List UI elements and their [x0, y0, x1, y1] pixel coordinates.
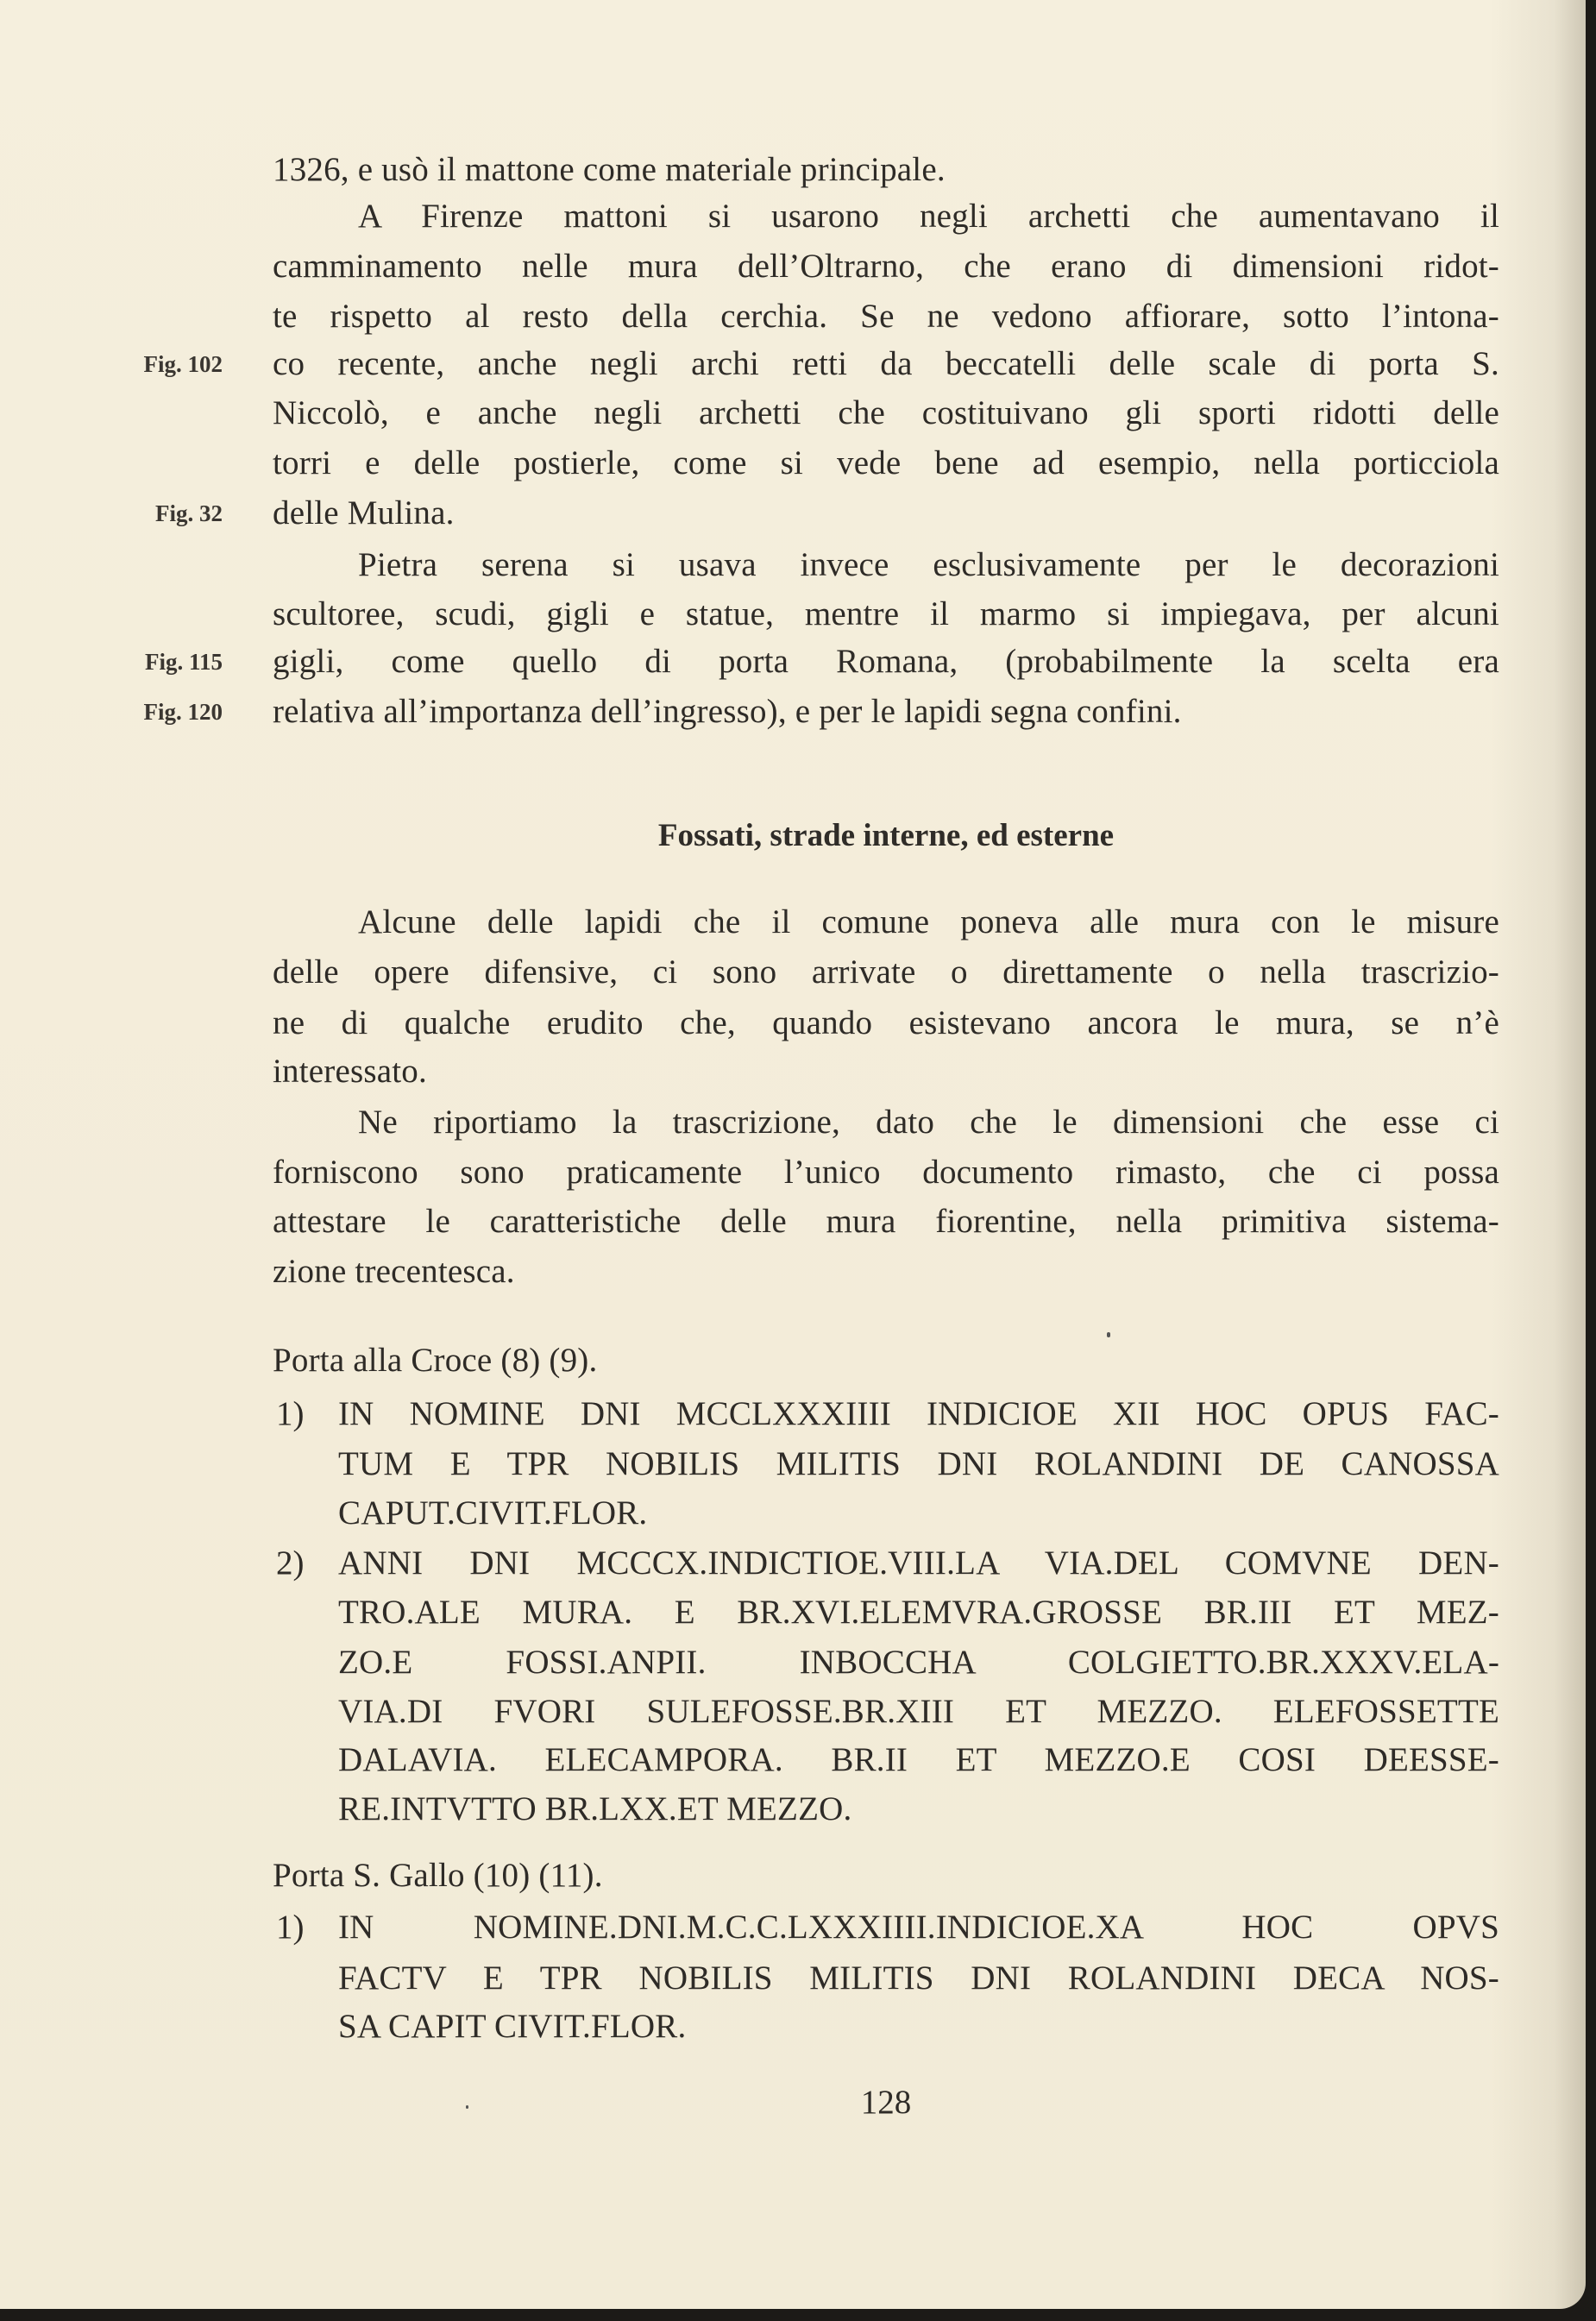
inscription-section-title: Porta alla Croce (8) (9). — [273, 1342, 598, 1379]
inscription-number: 2) — [276, 1544, 305, 1582]
text-line: A Firenze mattoni si usarono negli archetti che aumentavano il — [358, 198, 1499, 235]
inscription-line: RE.INTVTTO BR.LXX.ET MEZZO. — [338, 1790, 852, 1827]
inscription-number: 1) — [276, 1395, 305, 1432]
text-line: attestare le caratteristiche delle mura fiorentine, nella primitiva sistema- — [273, 1203, 1499, 1240]
text-line: camminamento nelle mura dell’Oltrarno, che erano di dimensioni ridot- — [273, 248, 1499, 285]
margin-note-fig-102: Fig. 102 — [143, 351, 223, 377]
text-line: forniscono sono praticamente l’unico documento rimasto, che ci possa — [273, 1154, 1499, 1191]
margin-note-fig-115: Fig. 115 — [144, 649, 223, 675]
text-line: Alcune delle lapidi che il comune poneva alle mura con le misure — [358, 903, 1499, 940]
text-line: co recente, anche negli archi retti da beccatelli delle scale di porta S. — [273, 345, 1499, 382]
inscription-line: VIA.DI FVORI SULEFOSSE.BR.XIII ET MEZZO. ELEFOSSETTE — [338, 1693, 1499, 1730]
inscription-line: ZO.E FOSSI.ANPII. INBOCCHA COLGIETTO.BR.XXXV.ELA- — [338, 1644, 1499, 1681]
inscription-line: SA CAPIT CIVIT.FLOR. — [338, 2008, 687, 2045]
section-heading: Fossati, strade interne, ed esterne — [657, 818, 1115, 853]
text-line: relativa all’importanza dell’ingresso), e per le lapidi segna confini. — [273, 693, 1182, 730]
text-line: zione trecentesca. — [273, 1253, 515, 1290]
text-line: scultoree, scudi, gigli e statue, mentre il marmo si impiegava, per alcuni — [273, 595, 1499, 632]
inscription-section-title: Porta S. Gallo (10) (11). — [273, 1857, 603, 1894]
margin-note-fig-32: Fig. 32 — [155, 500, 223, 526]
text-line: 1326, e usò il mattone come materiale principale. — [273, 151, 946, 188]
text-line: Niccolò, e anche negli archetti che costituivano gli sporti ridotti delle — [273, 394, 1499, 431]
text-line: interessato. — [273, 1053, 427, 1090]
text-line: Ne riportiamo la trascrizione, dato che le dimensioni che esse ci — [358, 1104, 1499, 1141]
inscription-line: TUM E TPR NOBILIS MILITIS DNI ROLANDINI DE CANOSSA — [338, 1445, 1499, 1482]
inscription-line: IN NOMINE.DNI.M.C.C.LXXXIIII.INDICIOE.XA HOC OPVS — [338, 1909, 1499, 1946]
page-number: 128 — [860, 2084, 912, 2121]
print-speck — [1107, 1332, 1110, 1337]
text-line: delle opere difensive, ci sono arrivate o direttamente o nella trascrizio- — [273, 953, 1499, 991]
inscription-line: DALAVIA. ELECAMPORA. BR.II ET MEZZO.E COSI DEESSE- — [338, 1741, 1499, 1778]
inscription-line: FACTV E TPR NOBILIS MILITIS DNI ROLANDINI DECA NOS- — [338, 1959, 1499, 1997]
text-line: Pietra serena si usava invece esclusivamente per le decorazioni — [358, 546, 1499, 583]
inscription-number: 1) — [276, 1909, 305, 1946]
text-line: delle Mulina. — [273, 494, 455, 532]
inscription-line: CAPUT.CIVIT.FLOR. — [338, 1494, 648, 1532]
text-line: ne di qualche erudito che, quando esistevano ancora le mura, se n’è — [273, 1004, 1499, 1041]
margin-note-fig-120: Fig. 120 — [143, 699, 223, 725]
text-line: torri e delle postierle, come si vede bene ad esempio, nella porticciola — [273, 444, 1499, 481]
print-speck — [466, 2105, 468, 2109]
text-line: te rispetto al resto della cerchia. Se ne vedono affiorare, sotto l’intona- — [273, 298, 1499, 335]
inscription-line: IN NOMINE DNI MCCLXXXIIII INDICIOE XII HOC OPUS FAC- — [338, 1395, 1499, 1432]
inscription-line: ANNI DNI MCCCX.INDICTIOE.VIII.LA VIA.DEL COMVNE DEN- — [338, 1544, 1499, 1582]
inscription-line: TRO.ALE MURA. E BR.XVI.ELEMVRA.GROSSE BR.III ET MEZ- — [338, 1594, 1499, 1631]
text-line: gigli, come quello di porta Romana, (probabilmente la scelta era — [273, 643, 1499, 680]
